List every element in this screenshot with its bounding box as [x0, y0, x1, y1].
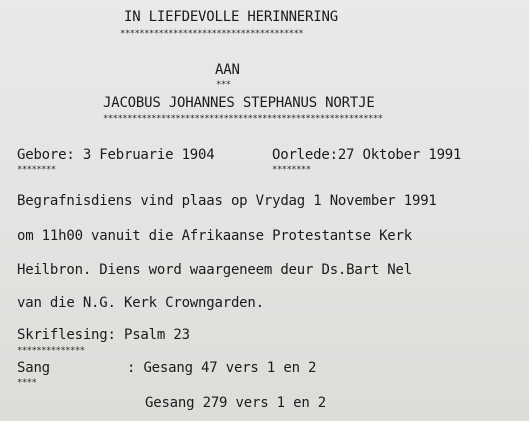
death-stars: ********: [272, 165, 311, 175]
funeral-line-1: Begrafnisdiens vind plaas op Vrydag 1 November 1991: [17, 193, 437, 209]
funeral-line-4: van die N.G. Kerk Crowngarden.: [17, 295, 264, 311]
deceased-name: JACOBUS JOHANNES STEPHANUS NORTJE: [103, 95, 375, 111]
birth-date: Gebore: 3 Februarie 1904: [17, 147, 215, 163]
scripture-stars: **************: [17, 346, 85, 356]
aan-stars: ***: [216, 80, 231, 90]
name-underline-stars: **********************************************************: [103, 114, 383, 124]
title-underline-stars: **************************************: [120, 29, 304, 39]
death-date: Oorlede:27 Oktober 1991: [272, 147, 462, 163]
scripture-reading: Skriflesing: Psalm 23: [17, 327, 190, 343]
hymn-1: : Gesang 47 vers 1 en 2: [127, 360, 317, 376]
sang-stars: ****: [17, 378, 37, 388]
birth-stars: ********: [17, 165, 56, 175]
notice-title: IN LIEFDEVOLLE HERINNERING: [124, 9, 338, 25]
funeral-line-2: om 11h00 vanuit die Afrikaanse Protestantse Kerk: [17, 228, 412, 244]
aan-label: AAN: [215, 62, 240, 78]
funeral-line-3: Heilbron. Diens word waargeneem deur Ds.Bart Nel: [17, 262, 412, 278]
hymn-2: Gesang 279 vers 1 en 2: [145, 395, 327, 411]
sang-label: Sang: [17, 360, 50, 376]
